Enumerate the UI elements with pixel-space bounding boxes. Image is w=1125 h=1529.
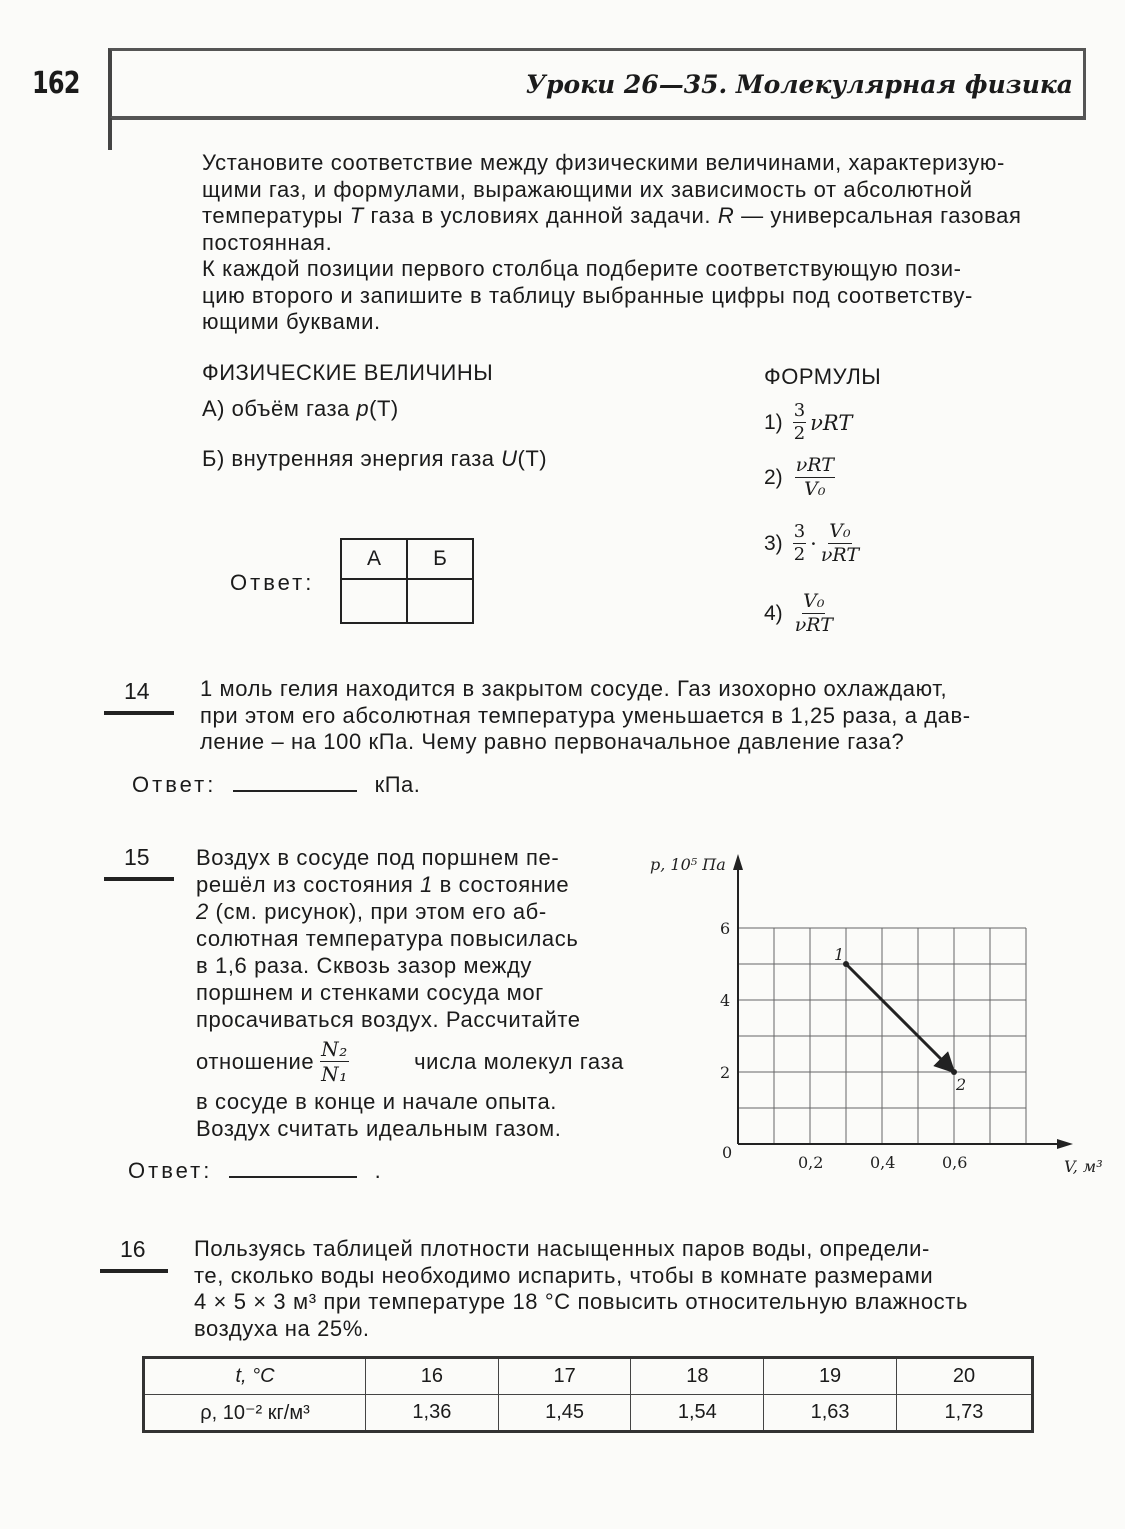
task14-line: ление – на 100 кПа. Чему равно первоначальное давление газа? <box>200 729 905 754</box>
answer-cell-b[interactable] <box>407 579 473 623</box>
table-row <box>144 1395 1033 1432</box>
task14-answer-blank[interactable] <box>233 768 357 792</box>
task16-line: Пользуясь таблицей плотности насыщенных паров воды, определи- <box>194 1236 930 1261</box>
x-axis-label: V, м³ <box>1064 1157 1103 1176</box>
formula-2: 2) $\frac{\text{νRT}}{\text{V₀}}$ <box>764 454 834 500</box>
x-tick-label: 0,4 <box>870 1153 896 1172</box>
task15-line: 2 (см. рисунок), при этом его аб- <box>196 899 547 924</box>
task13-line: цию второго и запишите в таблицу выбранные цифры под соответству- <box>202 282 973 308</box>
answer-cell-a[interactable] <box>341 579 407 623</box>
chart-grid <box>738 928 1026 1144</box>
y-tick-label: 6 <box>720 919 731 938</box>
y-axis-arrow <box>733 854 743 870</box>
task13-line: Установите соответствие между физическими величинами, характеризую- <box>202 150 1005 175</box>
task13-line: постоянная. <box>202 229 333 255</box>
task14-line: при этом его абсолютная температура уменьшается в 1,25 раза, а дав- <box>200 702 971 728</box>
x-axis-arrow <box>1057 1139 1073 1149</box>
state-label: 1 <box>834 945 845 964</box>
task13-line: К каждой позиции первого столбца подберите соответствующую пози- <box>202 256 962 281</box>
task15-line: Воздух считать идеальным газом. <box>196 1116 562 1141</box>
page-number: 162 <box>32 66 80 101</box>
table-cell: 1,73 <box>896 1395 1032 1432</box>
y-axis-label: p, 10⁵ Па <box>650 855 726 874</box>
task15-answer: Ответ: . <box>128 1154 384 1184</box>
table-header-temperature: t, °С <box>144 1358 366 1395</box>
process-line <box>846 964 954 1072</box>
x-tick-label: 0,2 <box>798 1153 824 1172</box>
page-title: Уроки 26—35. Молекулярная физика <box>525 70 1073 99</box>
table-cell: 17 <box>498 1358 631 1395</box>
task15-line: солютная температура повысилась <box>196 926 579 951</box>
task13-answer-label: Ответ: <box>230 570 315 595</box>
quantities-heading: ФИЗИЧЕСКИЕ ВЕЛИЧИНЫ <box>202 360 494 385</box>
chart-labels <box>650 855 1103 1176</box>
answer-col-b: Б <box>407 539 473 579</box>
formula-4: 4) $\frac{\text{V₀}}{\text{νRT}}$ <box>764 590 833 636</box>
formula-1: 1) $\frac{3}{2}$ νRT <box>764 400 853 444</box>
table-cell: 20 <box>896 1358 1032 1395</box>
chart-axes <box>733 854 1073 1149</box>
task15-number: 15 <box>124 844 150 870</box>
task16-line: воздуха на 25%. <box>194 1315 370 1341</box>
x-tick-label: 0,6 <box>942 1153 968 1172</box>
task16-line: 4 × 5 × 3 м³ при температуре 18 °С повысить относительную влажность <box>194 1289 969 1314</box>
task15-line: в сосуде в конце и начале опыта. <box>196 1089 558 1114</box>
table-cell: 1,36 <box>366 1395 499 1432</box>
task14-answer: Ответ: кПа. <box>132 768 420 798</box>
quantity-a: А) объём газа p(T) <box>202 396 399 421</box>
table-cell: 1,63 <box>764 1395 897 1432</box>
task16-text <box>194 1236 1058 1342</box>
task15-line: просачиваться воздух. Рассчитайте <box>196 1007 581 1032</box>
task15-line: решёл из состояния 1 в состояние <box>196 872 570 897</box>
header-divider <box>108 118 112 150</box>
task14-line: 1 моль гелия находится в закрытом сосуде. Газ изохорно охлаждают, <box>200 676 948 701</box>
task13-line: температуры T газа в условиях данной задачи. R — универсальная газовая <box>202 203 1022 228</box>
task15-line: в 1,6 раза. Сквозь зазор между <box>196 953 533 978</box>
task14-text <box>200 676 1068 756</box>
task16-number-underline <box>100 1269 168 1273</box>
task15-line: Воздух в сосуде под поршнем пе- <box>196 845 560 870</box>
task13-instructions <box>202 150 1090 336</box>
quantity-b: Б) внутренняя энергия газа U(T) <box>202 446 548 471</box>
vapor-density-table <box>142 1356 1034 1433</box>
y-tick-label: 2 <box>720 1063 731 1082</box>
table-cell: 16 <box>366 1358 499 1395</box>
pv-graph <box>640 840 1103 1180</box>
formula-3: 3) $\frac{3}{2}$ · $\frac{\text{V₀}}{\text{νRT}}$ <box>764 520 860 566</box>
task13-line: щими газ, и формулами, выражающими их зависимость от абсолютной <box>202 176 973 202</box>
task15-answer-blank[interactable] <box>229 1154 357 1178</box>
table-row <box>144 1358 1033 1395</box>
table-cell: 19 <box>764 1358 897 1395</box>
task15-line: поршнем и стенками сосуда мог <box>196 980 544 1005</box>
task14-number: 14 <box>124 678 150 704</box>
chart-series <box>843 961 957 1075</box>
task13-answer-table <box>340 538 474 624</box>
table-cell: 1,45 <box>498 1395 631 1432</box>
task15-line: отношение $\frac{\text{N₂}}{\text{N₁}}$ числа молекул газа <box>196 1037 624 1086</box>
task15-number-underline <box>104 877 174 881</box>
table-cell: 1,54 <box>631 1395 764 1432</box>
table-header-density: ρ, 10⁻² кг/м³ <box>144 1395 366 1432</box>
task16-number: 16 <box>120 1236 146 1262</box>
table-cell: 18 <box>631 1358 764 1395</box>
answer-col-a: А <box>341 539 407 579</box>
task15-text <box>196 844 624 1142</box>
formulas-heading: ФОРМУЛЫ <box>764 364 882 389</box>
state-label: 2 <box>956 1075 967 1094</box>
task14-number-underline <box>104 711 174 715</box>
task16-line: те, сколько воды необходимо испарить, чтобы в комнате размерами <box>194 1262 934 1288</box>
y-tick-label: 4 <box>720 991 731 1010</box>
task13-line: ющими буквами. <box>202 309 381 334</box>
origin-label: 0 <box>722 1143 733 1162</box>
